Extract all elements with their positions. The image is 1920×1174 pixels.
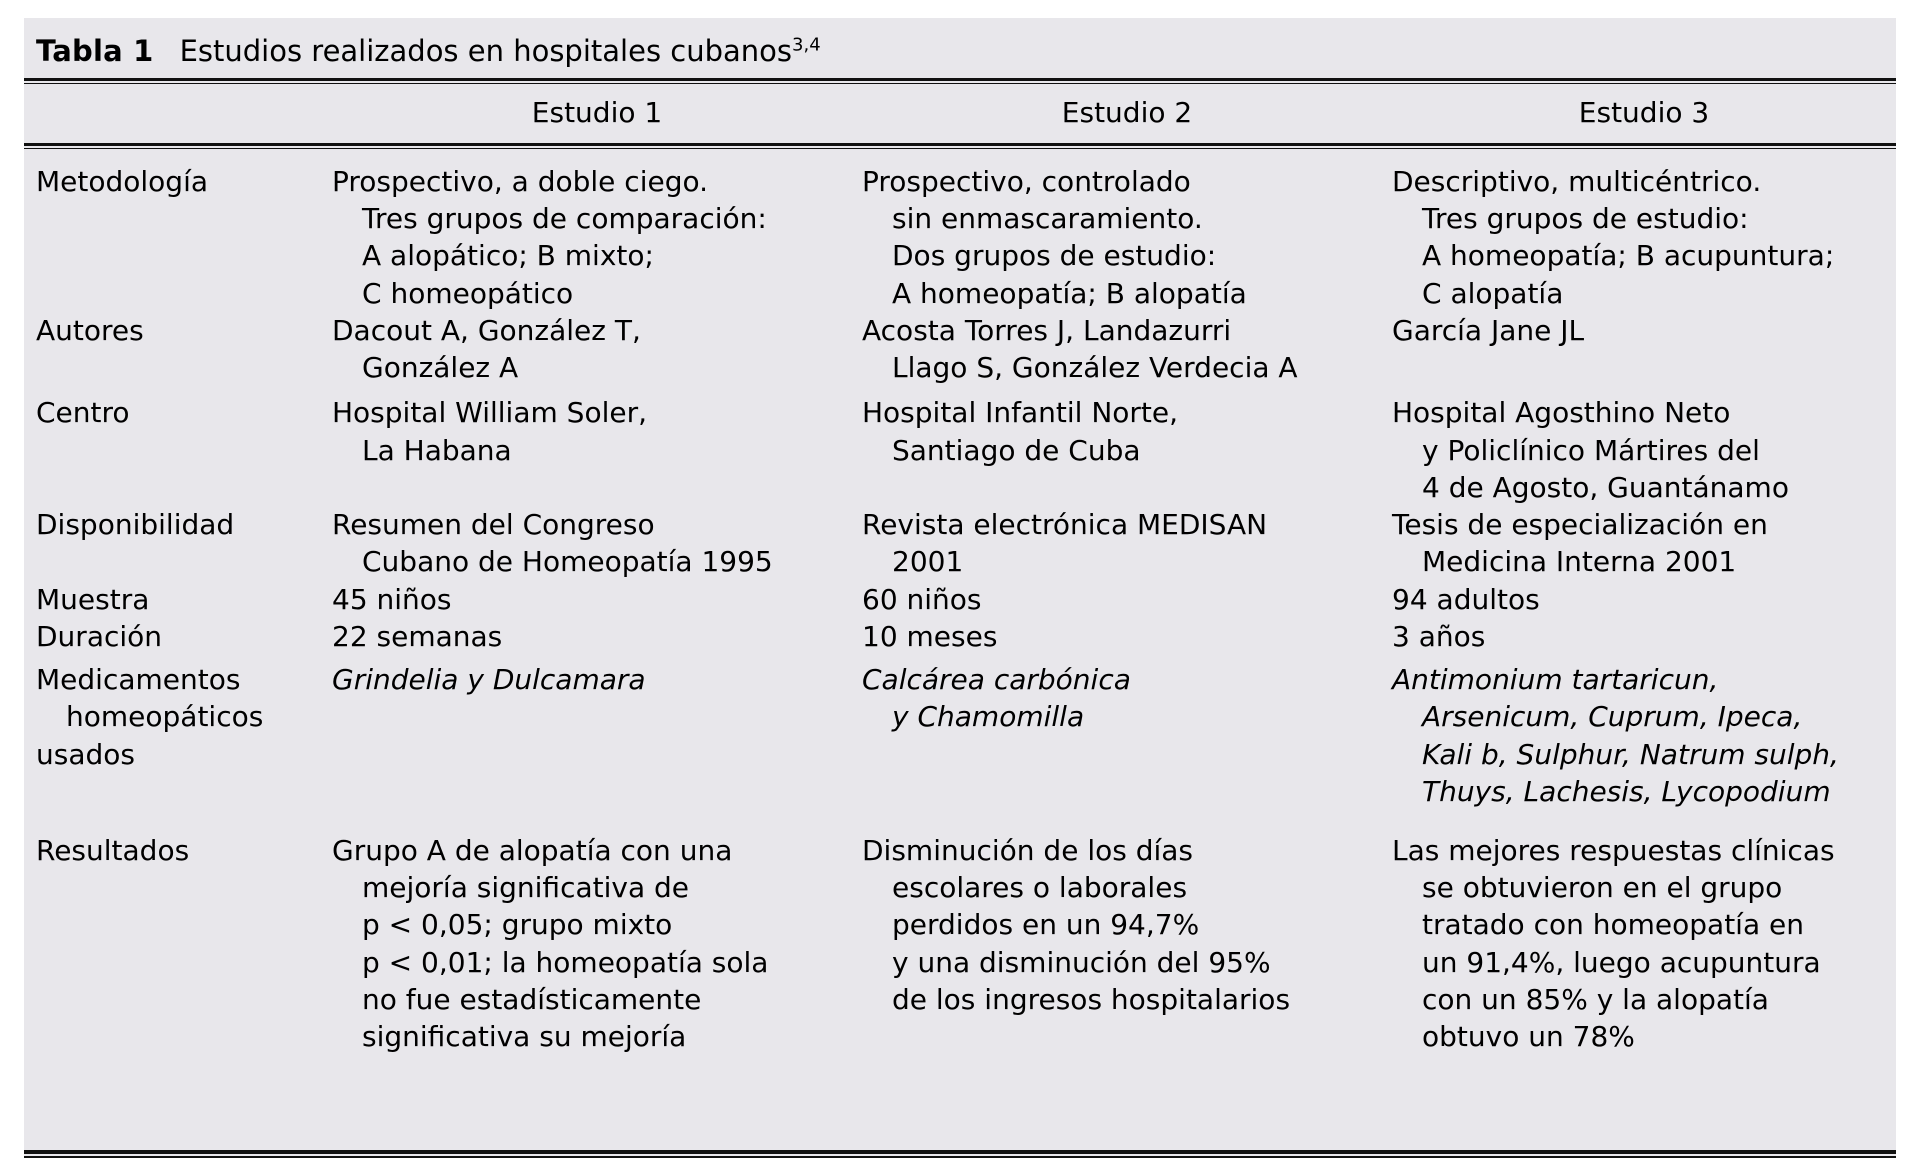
cell-line: de los ingresos hospitalarios xyxy=(892,982,1291,1016)
cell-line: C alopatía xyxy=(1422,276,1564,310)
cell-line: Prospectivo, a doble ciego. xyxy=(332,165,709,198)
table-row xyxy=(24,618,1896,655)
cell-line: 3 años xyxy=(1392,619,1486,653)
cell-line: 22 semanas xyxy=(332,619,503,653)
cell-line: Antimonium tartaricun, xyxy=(1392,663,1719,697)
cell-line: Descriptivo, multicéntrico. xyxy=(1392,165,1762,198)
cell-line: obtuvo un 78% xyxy=(1422,1020,1635,1054)
row-label-line: Muestra xyxy=(36,582,150,616)
cell-line: un 91,4%, luego acupuntura xyxy=(1422,945,1821,979)
cell-line: Hospital William Soler, xyxy=(332,396,647,430)
cell-line: no fue estadísticamente xyxy=(362,982,702,1016)
cell-line: Tres grupos de estudio: xyxy=(1422,202,1749,236)
cell-line: A alopático; B mixto; xyxy=(362,239,654,273)
table-cell-estudio-1 xyxy=(332,312,862,386)
cell-line: Acosta Torres J, Landazurri xyxy=(862,313,1232,347)
row-label xyxy=(24,506,332,580)
row-label-line: homeopáticos xyxy=(66,700,264,734)
cell-line: Llago S, González Verdecia A xyxy=(892,351,1298,385)
cell-line: Dos grupos de estudio: xyxy=(892,239,1217,273)
cell-line: La Habana xyxy=(362,433,512,467)
table-row xyxy=(24,506,1896,580)
cell-line: Hospital Infantil Norte, xyxy=(862,396,1179,430)
table-cell-estudio-1 xyxy=(332,661,862,810)
cell-line: Hospital Agosthino Neto xyxy=(1392,396,1731,430)
cell-line: se obtuvieron en el grupo xyxy=(1422,871,1783,905)
table-cell-estudio-1 xyxy=(332,618,862,655)
cell-line: p < 0,01; la homeopatía sola xyxy=(362,945,769,979)
cell-line: con un 85% y la alopatía xyxy=(1422,982,1769,1016)
cell-line: 94 adultos xyxy=(1392,582,1540,616)
table-header-row xyxy=(24,84,1896,143)
cell-line: Calcárea carbónica xyxy=(862,663,1131,697)
header-cell-estudio-3: Estudio 3 xyxy=(1578,96,1710,129)
table-row xyxy=(24,394,1896,506)
row-label xyxy=(24,312,332,386)
cell-line: 60 niños xyxy=(862,582,982,616)
cell-line: Resumen del Congreso xyxy=(332,508,655,542)
cell-line: Santiago de Cuba xyxy=(892,433,1141,467)
header-cell-estudio-1: Estudio 1 xyxy=(531,96,663,129)
cell-line: Tres grupos de comparación: xyxy=(362,202,767,236)
row-label-line: Medicamentos xyxy=(36,663,241,697)
row-label xyxy=(24,394,332,506)
cell-line: 10 meses xyxy=(862,619,998,653)
table-cell-estudio-2 xyxy=(862,163,1392,312)
cell-line: C homeopático xyxy=(362,276,574,310)
table-cell-estudio-3 xyxy=(1392,312,1896,386)
row-label xyxy=(24,581,332,618)
row-label-line: Metodología xyxy=(36,165,209,198)
row-label xyxy=(24,163,332,312)
table-cell-estudio-3 xyxy=(1392,832,1896,1055)
cell-line: perdidos en un 94,7% xyxy=(892,908,1200,942)
rule-table-bottom xyxy=(24,1150,1896,1158)
cell-line: Las mejores respuestas clínicas xyxy=(1392,833,1835,867)
table-cell-estudio-1 xyxy=(332,394,862,506)
cell-line: Grupo A de alopatía con una xyxy=(332,833,733,867)
cell-line: Kali b, Sulphur, Natrum sulph, xyxy=(1422,737,1839,771)
cell-line: González A xyxy=(362,351,519,385)
cell-line: García Jane JL xyxy=(1392,313,1585,347)
cell-line: y Policlínico Mártires del xyxy=(1422,433,1760,467)
table-caption-text: Estudios realizados en hospitales cubanos xyxy=(179,34,793,68)
row-label xyxy=(24,661,332,810)
cell-line: Dacout A, González T, xyxy=(332,313,641,347)
table-cell-estudio-1 xyxy=(332,506,862,580)
table-caption-label: Tabla 1 xyxy=(36,34,154,68)
table-cell-estudio-1 xyxy=(332,832,862,1055)
table-cell-estudio-2 xyxy=(862,832,1392,1055)
table-cell-estudio-3 xyxy=(1392,163,1896,312)
header-cell-rowlabel xyxy=(24,84,332,143)
table-row xyxy=(24,832,1896,1055)
table-row xyxy=(24,581,1896,618)
table-cell-estudio-1 xyxy=(332,163,862,312)
table-cell-estudio-2 xyxy=(862,618,1392,655)
row-label-line: Autores xyxy=(36,313,144,347)
cell-line: A homeopatía; B acupuntura; xyxy=(1422,239,1835,273)
row-label-line: Duración xyxy=(36,619,163,653)
row-label-line: Resultados xyxy=(36,833,190,867)
cell-line: y Chamomilla xyxy=(892,700,1085,734)
cell-line: y una disminución del 95% xyxy=(892,945,1271,979)
table-cell-estudio-2 xyxy=(862,581,1392,618)
table-cell-estudio-1 xyxy=(332,581,862,618)
table-caption-superscript: 3,4 xyxy=(792,34,821,56)
table-cell-estudio-3 xyxy=(1392,618,1896,655)
table-cell-estudio-2 xyxy=(862,661,1392,810)
cell-line: escolares o laborales xyxy=(892,871,1188,905)
row-label xyxy=(24,618,332,655)
table-cell-estudio-2 xyxy=(862,506,1392,580)
cell-line: significativa su mejoría xyxy=(362,1020,687,1054)
table-body xyxy=(24,149,1896,1055)
cell-line: Medicina Interna 2001 xyxy=(1422,545,1737,579)
cell-line: p < 0,05; grupo mixto xyxy=(362,908,673,942)
cell-line: Grindelia y Dulcamara xyxy=(332,663,646,697)
row-label-line: usados xyxy=(36,737,135,771)
table-row xyxy=(24,149,1896,312)
table-cell-estudio-3 xyxy=(1392,581,1896,618)
cell-line: 2001 xyxy=(892,545,964,579)
table-cell-estudio-3 xyxy=(1392,506,1896,580)
cell-line: Tesis de especialización en xyxy=(1392,508,1768,542)
cell-line: Cubano de Homeopatía 1995 xyxy=(362,545,773,579)
table-cell-estudio-2 xyxy=(862,394,1392,506)
cell-line: 4 de Agosto, Guantánamo xyxy=(1422,470,1789,504)
cell-line: A homeopatía; B alopatía xyxy=(892,276,1247,310)
row-label-line: Disponibilidad xyxy=(36,508,235,542)
row-label xyxy=(24,832,332,1055)
cell-line: Thuys, Lachesis, Lycopodium xyxy=(1422,774,1831,808)
cell-line: Arsenicum, Cuprum, Ipeca, xyxy=(1422,700,1803,734)
table-1-container xyxy=(24,18,1896,1158)
row-label-line: Centro xyxy=(36,396,130,430)
table-cell-estudio-3 xyxy=(1392,661,1896,810)
table-row xyxy=(24,312,1896,386)
cell-line: 45 niños xyxy=(332,582,452,616)
cell-line: Revista electrónica MEDISAN xyxy=(862,508,1268,542)
table-cell-estudio-3 xyxy=(1392,394,1896,506)
cell-line: mejoría significativa de xyxy=(362,871,690,905)
cell-line: tratado con homeopatía en xyxy=(1422,908,1804,942)
table-row xyxy=(24,661,1896,810)
header-cell-estudio-2: Estudio 2 xyxy=(1061,96,1193,129)
cell-line: sin enmascaramiento. xyxy=(892,202,1203,236)
cell-line: Disminución de los días xyxy=(862,833,1194,867)
table-cell-estudio-2 xyxy=(862,312,1392,386)
table-caption xyxy=(24,18,1896,78)
cell-line: Prospectivo, controlado xyxy=(862,165,1191,198)
